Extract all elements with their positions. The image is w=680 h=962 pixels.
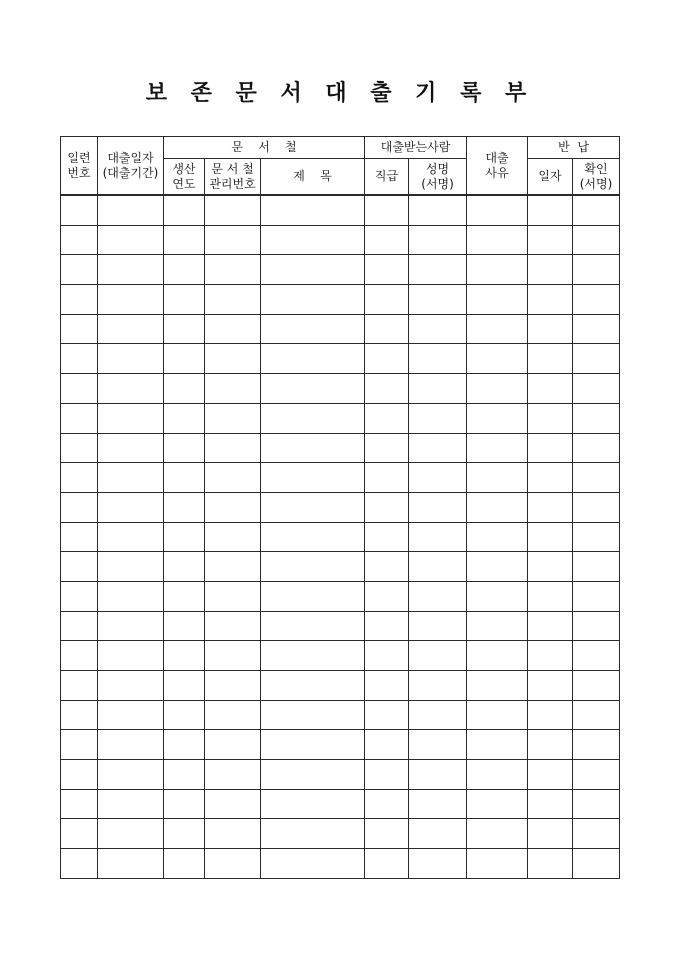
cell-loan-date[interactable]: [98, 374, 164, 404]
cell-return-date[interactable]: [528, 403, 573, 433]
cell-name-sign[interactable]: [409, 730, 467, 760]
cell-serial-no[interactable]: [61, 225, 98, 255]
cell-production-year[interactable]: [164, 344, 205, 374]
cell-loan-reason[interactable]: [467, 522, 528, 552]
cell-file-mgmt-no[interactable]: [205, 760, 261, 790]
cell-serial-no[interactable]: [61, 849, 98, 879]
cell-return-date[interactable]: [528, 819, 573, 849]
cell-serial-no[interactable]: [61, 760, 98, 790]
cell-position[interactable]: [365, 760, 409, 790]
cell-serial-no[interactable]: [61, 522, 98, 552]
cell-confirm-sign[interactable]: [573, 344, 620, 374]
cell-name-sign[interactable]: [409, 374, 467, 404]
header-return-date: [528, 159, 573, 196]
cell-subject[interactable]: [261, 195, 365, 225]
cell-name-sign[interactable]: [409, 225, 467, 255]
header-production-year: [164, 159, 205, 196]
cell-loan-date[interactable]: [98, 225, 164, 255]
cell-subject[interactable]: [261, 314, 365, 344]
cell-serial-no[interactable]: [61, 700, 98, 730]
cell-position[interactable]: [365, 433, 409, 463]
cell-subject[interactable]: [261, 492, 365, 522]
cell-confirm-sign[interactable]: [573, 849, 620, 879]
header-subject: [261, 159, 365, 196]
cell-position[interactable]: [365, 789, 409, 819]
cell-subject[interactable]: [261, 374, 365, 404]
cell-file-mgmt-no[interactable]: [205, 789, 261, 819]
cell-serial-no[interactable]: [61, 285, 98, 315]
cell-loan-reason[interactable]: [467, 552, 528, 582]
cell-loan-reason[interactable]: [467, 641, 528, 671]
cell-confirm-sign[interactable]: [573, 195, 620, 225]
cell-loan-reason[interactable]: [467, 195, 528, 225]
cell-name-sign[interactable]: [409, 581, 467, 611]
cell-file-mgmt-no[interactable]: [205, 671, 261, 701]
cell-confirm-sign[interactable]: [573, 492, 620, 522]
cell-production-year[interactable]: [164, 225, 205, 255]
table-row: [61, 671, 620, 701]
cell-return-date[interactable]: [528, 552, 573, 582]
cell-loan-reason[interactable]: [467, 492, 528, 522]
cell-name-sign[interactable]: [409, 285, 467, 315]
cell-name-sign[interactable]: [409, 344, 467, 374]
cell-confirm-sign[interactable]: [573, 374, 620, 404]
header-confirm-sign-line1: 확인: [584, 161, 608, 176]
cell-loan-reason[interactable]: [467, 433, 528, 463]
cell-loan-reason[interactable]: [467, 789, 528, 819]
cell-production-year[interactable]: [164, 463, 205, 493]
cell-return-date[interactable]: [528, 255, 573, 285]
cell-file-mgmt-no[interactable]: [205, 492, 261, 522]
cell-return-date[interactable]: [528, 492, 573, 522]
cell-loan-date[interactable]: [98, 671, 164, 701]
cell-file-mgmt-no[interactable]: [205, 225, 261, 255]
cell-loan-date[interactable]: [98, 552, 164, 582]
cell-name-sign[interactable]: [409, 671, 467, 701]
header-position: [365, 159, 409, 196]
cell-position[interactable]: [365, 403, 409, 433]
cell-confirm-sign[interactable]: [573, 225, 620, 255]
cell-loan-date[interactable]: [98, 314, 164, 344]
cell-loan-reason[interactable]: [467, 611, 528, 641]
cell-file-mgmt-no[interactable]: [205, 314, 261, 344]
cell-return-date[interactable]: [528, 581, 573, 611]
cell-loan-reason[interactable]: [467, 700, 528, 730]
cell-subject[interactable]: [261, 344, 365, 374]
table-row: [61, 581, 620, 611]
cell-file-mgmt-no[interactable]: [205, 819, 261, 849]
header-return-date-label: 일자: [538, 169, 562, 183]
cell-confirm-sign[interactable]: [573, 285, 620, 315]
table-row: [61, 849, 620, 879]
cell-file-mgmt-no[interactable]: [205, 255, 261, 285]
cell-loan-date[interactable]: [98, 522, 164, 552]
cell-return-date[interactable]: [528, 195, 573, 225]
cell-loan-reason[interactable]: [467, 671, 528, 701]
table-row: [61, 730, 620, 760]
cell-name-sign[interactable]: [409, 641, 467, 671]
loan-record-table: [60, 136, 620, 879]
cell-confirm-sign[interactable]: [573, 789, 620, 819]
cell-file-mgmt-no[interactable]: [205, 522, 261, 552]
header-file-group-label: 문 서 철: [231, 140, 297, 154]
cell-loan-date[interactable]: [98, 581, 164, 611]
cell-position[interactable]: [365, 463, 409, 493]
cell-serial-no[interactable]: [61, 730, 98, 760]
header-borrower-group: [365, 137, 467, 159]
cell-position[interactable]: [365, 344, 409, 374]
cell-name-sign[interactable]: [409, 463, 467, 493]
cell-confirm-sign[interactable]: [573, 760, 620, 790]
cell-loan-date[interactable]: [98, 255, 164, 285]
cell-serial-no[interactable]: [61, 552, 98, 582]
cell-production-year[interactable]: [164, 195, 205, 225]
cell-production-year[interactable]: [164, 433, 205, 463]
header-loan-reason-line2: 사유: [485, 165, 509, 180]
cell-return-date[interactable]: [528, 285, 573, 315]
cell-name-sign[interactable]: [409, 552, 467, 582]
document-title: 보 존 문 서 대 출 기 록 부: [145, 80, 535, 106]
cell-loan-reason[interactable]: [467, 314, 528, 344]
cell-subject[interactable]: [261, 760, 365, 790]
header-name-sign: [409, 159, 467, 196]
cell-subject[interactable]: [261, 403, 365, 433]
cell-name-sign[interactable]: [409, 522, 467, 552]
header-name-sign-line1: 성명: [425, 161, 450, 176]
cell-production-year[interactable]: [164, 819, 205, 849]
cell-return-date[interactable]: [528, 433, 573, 463]
cell-return-date[interactable]: [528, 611, 573, 641]
cell-production-year[interactable]: [164, 492, 205, 522]
cell-loan-date[interactable]: [98, 760, 164, 790]
cell-confirm-sign[interactable]: [573, 581, 620, 611]
cell-subject[interactable]: [261, 819, 365, 849]
cell-loan-date[interactable]: [98, 463, 164, 493]
table-body: [61, 195, 620, 878]
cell-production-year[interactable]: [164, 522, 205, 552]
cell-confirm-sign[interactable]: [573, 819, 620, 849]
cell-confirm-sign[interactable]: [573, 463, 620, 493]
cell-subject[interactable]: [261, 522, 365, 552]
cell-loan-reason[interactable]: [467, 374, 528, 404]
header-return-group: [528, 137, 620, 159]
header-confirm-sign-line2: (서명): [579, 176, 613, 191]
cell-loan-date[interactable]: [98, 819, 164, 849]
cell-return-date[interactable]: [528, 700, 573, 730]
cell-loan-date[interactable]: [98, 849, 164, 879]
cell-file-mgmt-no[interactable]: [205, 730, 261, 760]
cell-production-year[interactable]: [164, 700, 205, 730]
header-subject-label: 제 목: [293, 169, 332, 183]
cell-position[interactable]: [365, 285, 409, 315]
cell-confirm-sign[interactable]: [573, 552, 620, 582]
header-serial-no-line1: 일련: [67, 150, 91, 165]
cell-serial-no[interactable]: [61, 314, 98, 344]
cell-loan-reason[interactable]: [467, 581, 528, 611]
cell-name-sign[interactable]: [409, 492, 467, 522]
cell-file-mgmt-no[interactable]: [205, 195, 261, 225]
cell-loan-date[interactable]: [98, 700, 164, 730]
cell-subject[interactable]: [261, 255, 365, 285]
cell-name-sign[interactable]: [409, 433, 467, 463]
cell-loan-reason[interactable]: [467, 760, 528, 790]
cell-file-mgmt-no[interactable]: [205, 344, 261, 374]
table-row: [61, 819, 620, 849]
cell-serial-no[interactable]: [61, 581, 98, 611]
cell-confirm-sign[interactable]: [573, 730, 620, 760]
cell-production-year[interactable]: [164, 671, 205, 701]
table-row: [61, 700, 620, 730]
cell-subject[interactable]: [261, 671, 365, 701]
cell-loan-date[interactable]: [98, 344, 164, 374]
cell-name-sign[interactable]: [409, 789, 467, 819]
cell-loan-date[interactable]: [98, 641, 164, 671]
cell-serial-no[interactable]: [61, 433, 98, 463]
cell-confirm-sign[interactable]: [573, 641, 620, 671]
cell-serial-no[interactable]: [61, 789, 98, 819]
cell-production-year[interactable]: [164, 789, 205, 819]
cell-serial-no[interactable]: [61, 374, 98, 404]
cell-subject[interactable]: [261, 581, 365, 611]
cell-position[interactable]: [365, 849, 409, 879]
cell-return-date[interactable]: [528, 314, 573, 344]
cell-confirm-sign[interactable]: [573, 700, 620, 730]
cell-position[interactable]: [365, 552, 409, 582]
cell-file-mgmt-no[interactable]: [205, 641, 261, 671]
cell-serial-no[interactable]: [61, 492, 98, 522]
cell-production-year[interactable]: [164, 641, 205, 671]
cell-production-year[interactable]: [164, 285, 205, 315]
cell-return-date[interactable]: [528, 760, 573, 790]
cell-name-sign[interactable]: [409, 403, 467, 433]
cell-serial-no[interactable]: [61, 344, 98, 374]
header-position-label: 직급: [374, 169, 399, 183]
cell-loan-reason[interactable]: [467, 849, 528, 879]
cell-serial-no[interactable]: [61, 819, 98, 849]
cell-subject[interactable]: [261, 789, 365, 819]
table-row: [61, 374, 620, 404]
header-file-group: [164, 137, 365, 159]
table-row: [61, 552, 620, 582]
header-confirm-sign: [573, 159, 620, 196]
table-row: [61, 492, 620, 522]
cell-return-date[interactable]: [528, 374, 573, 404]
cell-position[interactable]: [365, 255, 409, 285]
cell-return-date[interactable]: [528, 522, 573, 552]
cell-position[interactable]: [365, 492, 409, 522]
table-row: [61, 463, 620, 493]
cell-position[interactable]: [365, 611, 409, 641]
cell-subject[interactable]: [261, 433, 365, 463]
header-loan-date: [98, 137, 164, 196]
cell-subject[interactable]: [261, 700, 365, 730]
cell-return-date[interactable]: [528, 730, 573, 760]
cell-name-sign[interactable]: [409, 700, 467, 730]
cell-loan-date[interactable]: [98, 789, 164, 819]
cell-confirm-sign[interactable]: [573, 314, 620, 344]
cell-return-date[interactable]: [528, 789, 573, 819]
cell-name-sign[interactable]: [409, 255, 467, 285]
table-row: [61, 641, 620, 671]
cell-loan-reason[interactable]: [467, 285, 528, 315]
cell-return-date[interactable]: [528, 671, 573, 701]
cell-confirm-sign[interactable]: [573, 671, 620, 701]
cell-name-sign[interactable]: [409, 314, 467, 344]
cell-subject[interactable]: [261, 463, 365, 493]
table-row: [61, 403, 620, 433]
cell-position[interactable]: [365, 671, 409, 701]
cell-position[interactable]: [365, 374, 409, 404]
header-production-year-line2: 연도: [172, 176, 196, 191]
cell-file-mgmt-no[interactable]: [205, 374, 261, 404]
header-loan-date-line1: 대출일자: [107, 150, 154, 165]
table-row: [61, 285, 620, 315]
cell-subject[interactable]: [261, 641, 365, 671]
cell-loan-date[interactable]: [98, 730, 164, 760]
cell-production-year[interactable]: [164, 403, 205, 433]
cell-confirm-sign[interactable]: [573, 403, 620, 433]
table-row: [61, 225, 620, 255]
cell-loan-reason[interactable]: [467, 255, 528, 285]
cell-name-sign[interactable]: [409, 195, 467, 225]
cell-production-year[interactable]: [164, 760, 205, 790]
cell-file-mgmt-no[interactable]: [205, 403, 261, 433]
header-return-group-label: 반 납: [558, 140, 589, 154]
cell-loan-reason[interactable]: [467, 463, 528, 493]
cell-production-year[interactable]: [164, 730, 205, 760]
cell-return-date[interactable]: [528, 344, 573, 374]
header-loan-date-line2: (대출기간): [102, 165, 159, 180]
cell-confirm-sign[interactable]: [573, 611, 620, 641]
cell-position[interactable]: [365, 641, 409, 671]
cell-confirm-sign[interactable]: [573, 522, 620, 552]
cell-serial-no[interactable]: [61, 255, 98, 285]
cell-production-year[interactable]: [164, 314, 205, 344]
cell-file-mgmt-no[interactable]: [205, 700, 261, 730]
table-row: [61, 195, 620, 225]
cell-loan-reason[interactable]: [467, 344, 528, 374]
cell-position[interactable]: [365, 225, 409, 255]
cell-serial-no[interactable]: [61, 463, 98, 493]
cell-return-date[interactable]: [528, 225, 573, 255]
header-borrower-group-label: 대출받는사람: [380, 140, 451, 154]
cell-return-date[interactable]: [528, 641, 573, 671]
table-row: [61, 344, 620, 374]
cell-serial-no[interactable]: [61, 671, 98, 701]
table-row: [61, 255, 620, 285]
cell-production-year[interactable]: [164, 374, 205, 404]
header-loan-reason-line1: 대출: [485, 150, 509, 165]
cell-name-sign[interactable]: [409, 849, 467, 879]
table-row: [61, 789, 620, 819]
cell-file-mgmt-no[interactable]: [205, 433, 261, 463]
cell-position[interactable]: [365, 819, 409, 849]
cell-position[interactable]: [365, 581, 409, 611]
cell-loan-reason[interactable]: [467, 819, 528, 849]
cell-position[interactable]: [365, 522, 409, 552]
cell-subject[interactable]: [261, 611, 365, 641]
cell-file-mgmt-no[interactable]: [205, 581, 261, 611]
cell-confirm-sign[interactable]: [573, 433, 620, 463]
header-serial-no-line2: 번호: [67, 165, 91, 180]
table-row: [61, 314, 620, 344]
table-row: [61, 522, 620, 552]
cell-loan-date[interactable]: [98, 403, 164, 433]
table-row: [61, 611, 620, 641]
cell-loan-date[interactable]: [98, 195, 164, 225]
header-file-mgmt-no: [205, 159, 261, 196]
cell-production-year[interactable]: [164, 581, 205, 611]
cell-name-sign[interactable]: [409, 760, 467, 790]
cell-confirm-sign[interactable]: [573, 255, 620, 285]
cell-loan-reason[interactable]: [467, 403, 528, 433]
cell-position[interactable]: [365, 314, 409, 344]
cell-serial-no[interactable]: [61, 195, 98, 225]
header-production-year-line1: 생산: [172, 161, 196, 176]
cell-position[interactable]: [365, 195, 409, 225]
cell-production-year[interactable]: [164, 552, 205, 582]
cell-loan-date[interactable]: [98, 433, 164, 463]
cell-serial-no[interactable]: [61, 403, 98, 433]
cell-loan-reason[interactable]: [467, 730, 528, 760]
cell-name-sign[interactable]: [409, 611, 467, 641]
header-file-mgmt-no-line1: 문 서 철: [211, 161, 254, 176]
cell-subject[interactable]: [261, 225, 365, 255]
header-serial-no: [61, 137, 98, 196]
cell-production-year[interactable]: [164, 611, 205, 641]
cell-loan-date[interactable]: [98, 611, 164, 641]
cell-serial-no[interactable]: [61, 611, 98, 641]
cell-file-mgmt-no[interactable]: [205, 285, 261, 315]
cell-subject[interactable]: [261, 285, 365, 315]
cell-production-year[interactable]: [164, 849, 205, 879]
cell-file-mgmt-no[interactable]: [205, 611, 261, 641]
cell-subject[interactable]: [261, 849, 365, 879]
cell-subject[interactable]: [261, 552, 365, 582]
cell-subject[interactable]: [261, 730, 365, 760]
header-file-mgmt-no-line2: 관리번호: [209, 176, 256, 191]
cell-return-date[interactable]: [528, 849, 573, 879]
table-header: [61, 137, 620, 196]
cell-production-year[interactable]: [164, 255, 205, 285]
cell-position[interactable]: [365, 730, 409, 760]
cell-name-sign[interactable]: [409, 819, 467, 849]
cell-serial-no[interactable]: [61, 641, 98, 671]
table-row: [61, 433, 620, 463]
cell-loan-date[interactable]: [98, 285, 164, 315]
header-name-sign-line2: (서명): [421, 176, 454, 191]
cell-loan-date[interactable]: [98, 492, 164, 522]
cell-file-mgmt-no[interactable]: [205, 463, 261, 493]
header-loan-reason: [467, 137, 528, 196]
cell-loan-reason[interactable]: [467, 225, 528, 255]
cell-position[interactable]: [365, 700, 409, 730]
table-row: [61, 760, 620, 790]
cell-file-mgmt-no[interactable]: [205, 552, 261, 582]
cell-file-mgmt-no[interactable]: [205, 849, 261, 879]
cell-return-date[interactable]: [528, 463, 573, 493]
